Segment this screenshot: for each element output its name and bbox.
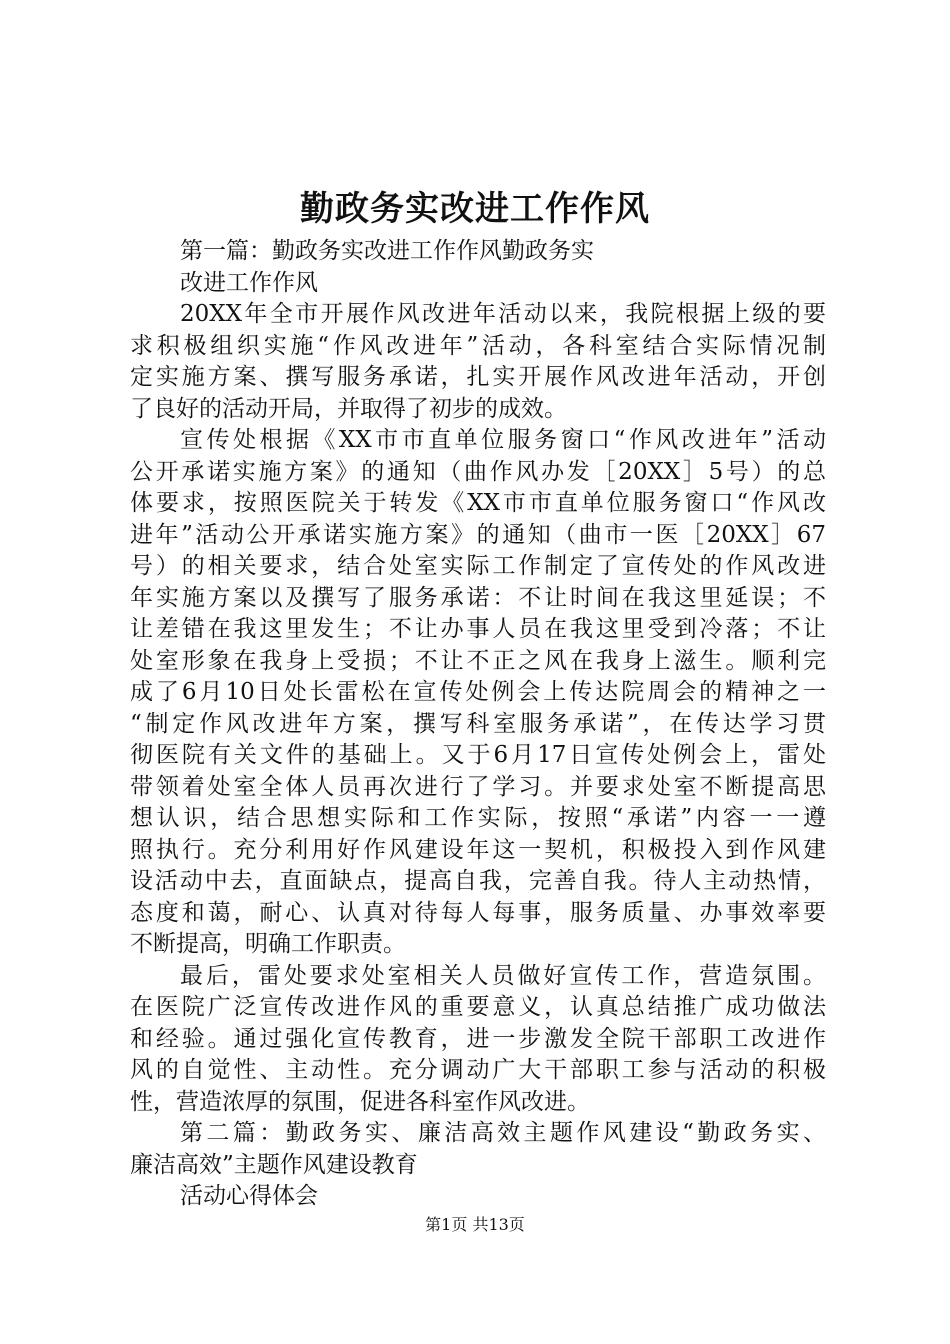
- text-line: 改进工作作风: [180, 269, 318, 296]
- text-line: 成了6月10日处长雷松在宣传处例会上传达院周会的精神之一: [130, 679, 826, 705]
- text-line: 公开承诺实施方案》的通知（曲作风办发［20XX］5号）的总: [130, 458, 826, 485]
- text-line: 宣传处根据《XX市市直单位服务窗口“作风改进年”活动: [180, 427, 826, 453]
- text-line: 彻医院有关文件的基础上。又于6月17日宣传处例会上，雷处: [130, 742, 826, 768]
- text-line: 态度和蔼，耐心、认真对待每人每事，服务质量、办事效率要: [130, 899, 826, 926]
- text-line: 体要求，按照医院关于转发《XX市市直单位服务窗口“作风改: [130, 490, 826, 516]
- document-body: [130, 236, 826, 1213]
- text-line: 20XX年全市开展作风改进年活动以来，我院根据上级的要: [180, 301, 826, 327]
- text-line: 第二篇：勤政务实、廉洁高效主题作风建设“勤政务实、: [180, 1120, 826, 1146]
- text-line: 第一篇：勤政务实改进工作作风勤政务实: [180, 238, 594, 264]
- document-title: 勤政务实改进工作作风: [300, 189, 650, 229]
- text-line: 和经验。通过强化宣传教育，进一步激发全院干部职工改进作: [130, 1025, 826, 1052]
- text-line: 让差错在我这里发生；不让办事人员在我这里受到冷落；不让: [130, 616, 826, 642]
- text-line: 号）的相关要求，结合处室实际工作制定了宣传处的作风改进: [130, 553, 826, 579]
- text-line: 照执行。充分利用好作风建设年这一契机，积极投入到作风建: [130, 836, 826, 863]
- text-line: 性，营造浓厚的氛围，促进各科室作风改进。: [130, 1088, 590, 1115]
- text-line: 年实施方案以及撰写了服务承诺：不让时间在我这里延误；不: [130, 584, 826, 611]
- text-line: 了良好的活动开局，并取得了初步的成效。: [130, 395, 567, 422]
- text-line: 活动心得体会: [180, 1183, 318, 1209]
- text-line: 廉洁高效”主题作风建设教育: [130, 1151, 418, 1178]
- text-line: 处室形象在我身上受损；不让不正之风在我身上滋生。顺利完: [130, 647, 826, 674]
- text-line: 设活动中去，直面缺点，提高自我，完善自我。待人主动热情，: [130, 868, 826, 894]
- text-line: 想认识，结合思想实际和工作实际，按照“承诺”内容一一遵: [130, 805, 826, 831]
- text-line: “制定作风改进年方案，撰写科室服务承诺”，在传达学习贯: [130, 710, 826, 737]
- text-line: 进年”活动公开承诺实施方案》的通知（曲市一医［20XX］67: [130, 521, 826, 548]
- text-line: 不断提高，明确工作职责。: [130, 931, 406, 957]
- text-line: 定实施方案、撰写服务承诺，扎实开展作风改进年活动，开创: [130, 364, 826, 390]
- text-line: 求积极组织实施“作风改进年”活动，各科室结合实际情况制: [130, 332, 826, 359]
- page-footer: 第1页 共13页: [425, 1215, 525, 1234]
- text-line: 风的自觉性、主动性。充分调动广大干部职工参与活动的积极: [130, 1057, 826, 1083]
- text-line: 带领着处室全体人员再次进行了学习。并要求处室不断提高思: [130, 773, 826, 800]
- text-line: 在医院广泛宣传改进作风的重要意义，认真总结推广成功做法: [130, 994, 826, 1020]
- text-line: 最后，雷处要求处室相关人员做好宣传工作，营造氛围。: [180, 962, 826, 989]
